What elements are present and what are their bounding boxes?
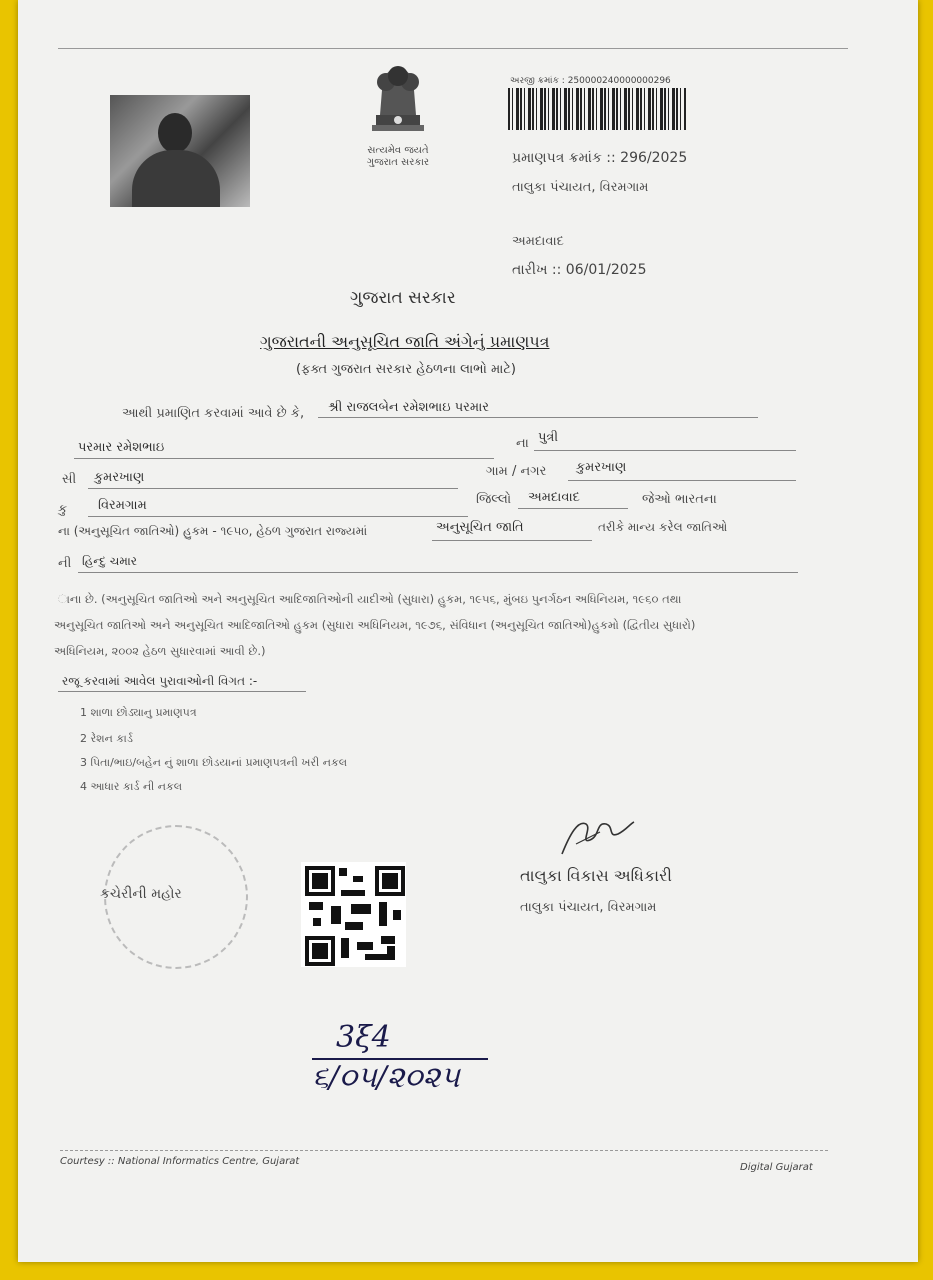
residence-value: કુમરખાણ — [94, 470, 145, 485]
emblem-motto: સત્યમેવ જયતે — [367, 145, 429, 156]
qr-code — [301, 862, 406, 967]
caste-prefix: ની — [58, 556, 72, 571]
certificate-subtitle: (ફક્ત ગુજરાત સરકાર હેઠળના લાભો માટે) — [296, 362, 516, 377]
documents-heading: રજૂ કરવામાં આવેલ પુરાવાઓની વિગત :- — [62, 674, 258, 688]
certificate-number: પ્રમાણપત્ર ક્રમાંક :: 296/2025 — [512, 150, 688, 166]
issue-date: તારીખ :: 06/01/2025 — [512, 262, 647, 278]
emblem-caption — [348, 145, 448, 169]
officer-office: તાલુકા પંચાયત, વિરમગામ — [520, 900, 657, 915]
certify-prefix: આથી પ્રમાણિત કરવામાં આવે છે કે, — [122, 406, 305, 421]
national-emblem-icon — [358, 60, 438, 155]
relation-value: પુત્રી — [538, 430, 559, 445]
barcode — [508, 88, 686, 130]
applicant-name: શ્રી રાજલબેન રમેશભાઇ પરમાર — [328, 400, 489, 415]
district-label: જિલ્લો — [476, 492, 512, 507]
officer-title: તાલુકા વિકાસ અધિકારી — [520, 866, 672, 885]
document-item: 4 આધાર કાર્ડ ની નકલ — [80, 780, 183, 793]
parent-name: પરમાર રમેશભાઇ — [78, 440, 165, 455]
district-value: અમદાવાદ — [528, 490, 580, 505]
handwritten-number: 3ξ4 — [336, 1020, 391, 1055]
residence-prefix: સી — [62, 472, 77, 487]
legal-para-1: ાના છે. (અનુસૂચિત જાતિઓ અને અનુસૂચિત આદિજાતિઓની યાદીઓ (સુધારા) હુકમ, ૧૯૫૬, મુંબઇ પુનર્ગઠન અધિનિયમ, ૧૯૬૦ તથા — [58, 592, 682, 606]
issuing-office: તાલુકા પંચાયત, વિરમગામ — [512, 180, 649, 195]
country-label: જેઓ ભારતના — [642, 492, 717, 507]
caste-value: હિન્દુ ચમાર — [82, 554, 137, 568]
officer-signature-icon — [556, 814, 636, 860]
document-item: 3 પિતા/ભાઇ/બહેન નું શાળા છોડયાનાં પ્રમાણપત્રની ખરી નકલ — [80, 756, 348, 769]
document-item: 1 શાળા છોડ્યાનુ પ્રમાણપત્ર — [80, 706, 197, 719]
handwritten-date: ૬/૦૫/૨૦૨૫ — [312, 1060, 460, 1095]
footer-brand: Digital Gujarat — [740, 1162, 813, 1173]
taluka-prefix: કુ — [58, 502, 68, 517]
legal-para-3: અધિનિયમ, ૨૦૦૨ હેઠળ સુધારવામાં આવી છે.) — [54, 644, 266, 658]
issue-city: અમદાવાદ — [512, 234, 564, 249]
certificate-sheet — [18, 0, 918, 1262]
emblem-gov: ગુજરાત સરકાર — [366, 157, 430, 168]
government-title: ગુજરાત સરકાર — [350, 288, 456, 308]
order-text: ના (અનુસૂચિત જાતિઓ) હુકમ - ૧૯૫૦, હેઠળ ગુજરાત રાજ્યમાં — [58, 524, 368, 538]
recognized-label: તરીકે માન્ય કરેલ જાતિઓ — [598, 520, 728, 534]
taluka-value: વિરમગામ — [98, 498, 147, 513]
certificate-title: ગુજરાતની અનુસૂચિત જાતિ અંગેનું પ્રમાણપત્ર — [260, 332, 550, 351]
document-item: 2 રેશન કાર્ડ — [80, 732, 133, 745]
village-label: ગામ / નગર — [486, 464, 547, 479]
seal-label: કચેરીની મહોર — [100, 886, 182, 902]
legal-para-2: અનુસૂચિત જાતિઓ અને અનુસૂચિત આદિજાતિઓ હુકમ (સુધારા અધિનિયમ, ૧૯૭૬, સંવિધાન (અનુસૂચિત જાતિઓ)હુકમો (દ્વિતીય સુધારો) — [54, 618, 696, 632]
village-value: કુમરખાણ — [576, 460, 627, 475]
application-serial: અરજી ક્રમાંક : 250000240000000296 — [510, 76, 671, 86]
applicant-photo — [110, 95, 250, 207]
relation-label: ના — [516, 436, 529, 451]
category-value: અનુસૂચિત જાતિ — [436, 520, 524, 535]
footer-courtesy: Courtesy :: National Informatics Centre, Gujarat — [60, 1156, 300, 1167]
